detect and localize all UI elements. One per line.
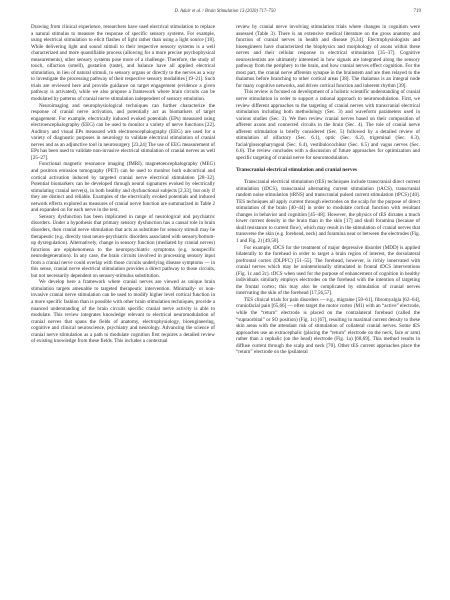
page-number: 719	[413, 9, 421, 14]
paragraph: We develop here a framework where cranial nerves are viewed as unique brain stimulation targets amenable to targeted therapeutic intervention. Minimally- or non-invasive cranial nerve stimulation can be used to modify higher level cortical function in a more specific fashion than is possible with other brain stimulation techniques, provide a nuanced understanding of the brain circuits specific cranial nerve activity is able to modulate. This review integrates knowledge relevant to electrical neuromodulation of cranial nerves that spans the fields of anatomy, electrophysiology, bioengineering, cognitive and clinical neuroscience, psychiatry and neurology. Advancing the science of cranial nerve stimulation as a path to modulate cognition first requires a detailed review of existing knowledge from these fields. This includes a contextual	[31, 279, 215, 345]
paragraph: Sensory dysfunction has been implicated in range of neurological and psychiatric disorders. Under a hypothesis that primary sensory dysfunction has a causal role in brain disorders, then cranial nerve stimulation that acts as substitute for sensory stimuli may be therapeutic (e.g. directly treat neuro-psychiatric disorders associated with sensory/bottom-up dysregulation). Alternatively, change in sensory function (mediated by cranial nerves) functions are epiphenomena to the neuropsychiatric symptoms (e.g. nonspecific neurodegeneration). In any case, the brain circuits involved in processing sensory input from a cranial nerve could overlap with those circuits underlying disease symptoms — in this sense, cranial nerve electrical stimulation provides a direct pathway to those circuits, but not necessarily dependent on sensory-stimulus substitution.	[31, 213, 215, 279]
paragraph: For example, tDCS for the treatment of major depressive disorder (MDD) is applied bilaterally to the forehead in order to target a brain region of interest, the dorsolateral prefrontal cortex (DLPFC) [51–55]. The forehead, however, is richly innervated with cranial nerves which may be unintentionally stimulated in frontal tDCS interventions (Fig. 1c and 2c). tDCS when used for the purpose of enhancement of cognition in healthy individuals similarly employs electrodes on the forehead with the intention of targeting the frontal cortex; this may also be complicated by stimulation of cranial nerves innervating the skin of the forehead [17,56,57].	[236, 244, 420, 297]
journal-citation: D. Adair et al. / Brain Stimulation 13 (2020) 717–750	[174, 9, 276, 14]
paragraph: Functional magnetic resonance imaging (fMRI), magnetoencephalography (MEG) and positron emission tomography (PET) can be used to monitor both subcortical and cortical activation induced by targeted cranial nerve electrical stimulation [28–32]. Potential biomarkers can be developed through neural signatures evoked by electrically stimulating cranial nerve(s), in both healthy and dysfunctional subjects [2,33], but only if they are distinct and reliable. Examples of the electrically evoked potentials and induced network effects explored as measures of cranial nerve function are summarized in Table 2 and expanded on for each nerve in the text.	[31, 161, 215, 214]
running-head	[0, 9, 450, 19]
paragraph: Transcranial electrical stimulation (tES) techniques include transcranial direct current stimulation (tDCS), transcranial alternating current stimulation (tACS), transcranial random noise stimulation (tRNS) and transcranial pulsed current stimulation (tPCS) [40]. TES techniques all apply current through electrodes on the scalp for the purpose of direct stimulation of the brain [40–44] in order to modulate cortical function with resultant changes in behavior and cognition [45–48]. However, the physics of tES dictates a much lower current density in the brain than in the skin [17] and skull foramina (because of skull resistance to current flow), which may result in the stimulation of cranial nerves that transverse the skin (e.g. forehead, neck) and foramina near or between the electrodes (Fig. 1 and Fig. 2) [49,50].	[236, 179, 420, 244]
paragraph: Drawing from clinical experience, researchers have used electrical stimulation to replace a natural stimulus to measure the response of specific sensory systems. For example, using electrical stimulation to elicit flashes of light rather than using a light source [18]. While delivering light and sound stimuli to their respective sensory systems is a well characterized and more quantifiable process (allowing for a more precise psychophysical measurements), other sensory systems pose more of a challenge. Therefore, the study of touch, olfaction (smell), gustation (taste), and balance have all applied electrical stimulation, in lieu of natural stimuli, to sensory organs or directly to the nerves as a way to investigate the processing pathway of their respective sensory modalities [19–21]. Such trials are reviewed here and provide guidance on target engagement (evidence a given pathway is activated), while we also propose a framework where brain circuits can be modulated by patterns of cranial nerve stimulation independent of sensory emulation.	[31, 24, 215, 103]
left-column	[31, 24, 215, 345]
section-heading: Transcranial electrical stimulation and cranial nerves	[236, 167, 357, 174]
right-column	[236, 24, 420, 356]
paragraph: This review is focused on development of a holistic scientific understanding of cranial nerve stimulation in order to support a rational approach to neuromodulation. First, we review different approaches to the targeting of cranial nerves with transcranial electrical stimulation including both methodology (Sec. 3) and waveform parameters used in various studies (Sec. 3). We then review cranial nerves based on their composition of afferent axons and connected circuits in the brain (Sec. 4). The role of cranial nerve afferent stimulation is briefly considered (Sec. 5) followed by a detailed review of stimulation of olfactory (Sec. 6.1), optic (Sec. 6.2), trigeminal (Sec. 6.3), facial/glossopharyngeal (Sec. 6.4), vestibulocochlear (Sec. 6.5) and vagus nerves (Sec. 6.6). The review concludes with a discussion of future approaches for optimization and specific targeting of cranial nerve for neuromodulation.	[236, 89, 420, 161]
paragraph: review by cranial nerve involving stimulation trials where changes in cognition were assessed (Table 3). There is an extensive medical literature on the gross anatomy and function of cranial nerves in health and disease [6,34]. Electrophysiologists and bioengineers have characterized the biophysics and morphology of axons within these nerves and their cellular response to electrical stimulation [35–37]. Cognitive neuroscientists are ultimately interested in how signals are integrated along the sensory pathway from the periphery to the brain, and how cranial nerves effect cognition. For the most part, the cranial nerve afferents synapse in the brainstem and are then relayed to the thalamus before branching to other cortical areas [38]. The thalamus is an integral node for many cognitive networks, and drives cortical function and inherent rhythm [39].	[236, 24, 420, 89]
paragraph: TES clinical trials for pain disorders — e.g., migraine [58–61], fibromyalgia [62–64], craniofacial pain [65,66] — often target the motor cortex (M1) with an “active” electrode, while the “return” electrode is placed on the contralateral forehead (called the “supraorbital” or SO position) (Fig. 1c) [67], resulting in maximal current density to these skin areas with the attendant risk of stimulation of collateral cranial nerves. Some tES approaches use an extracephalic (placing the “return” electrode on the neck, face or arm) rather than a cephalic (on the head) electrode (Fig. 1a) [68,69]. This method results in diffuse current through the scalp and neck [70]. Other tES current approaches place the “return” electrode on the ipsilateral	[236, 296, 420, 356]
paragraph: Neuroimaging and neurophysiological techniques can further characterize the response of cranial nerve activation, and potentially act as biomarkers of target engagement. For example, electrically induced evoked potentials (EPs) measured using electroencephalography (EEG) can be used to monitor a variety of nerve functions [22]. Auditory and visual EPs measured with electroencephalography (EEG) are used for a variety of diagnostic purposes in neurology to validate electrical stimulation of cranial nerves and as an adjunctive tool in neurosurgery [23,24] The use of EEG measurement of EPs has been used to validate non-invasive electrical stimulation of cranial nerves as well [25–27].	[31, 102, 215, 161]
